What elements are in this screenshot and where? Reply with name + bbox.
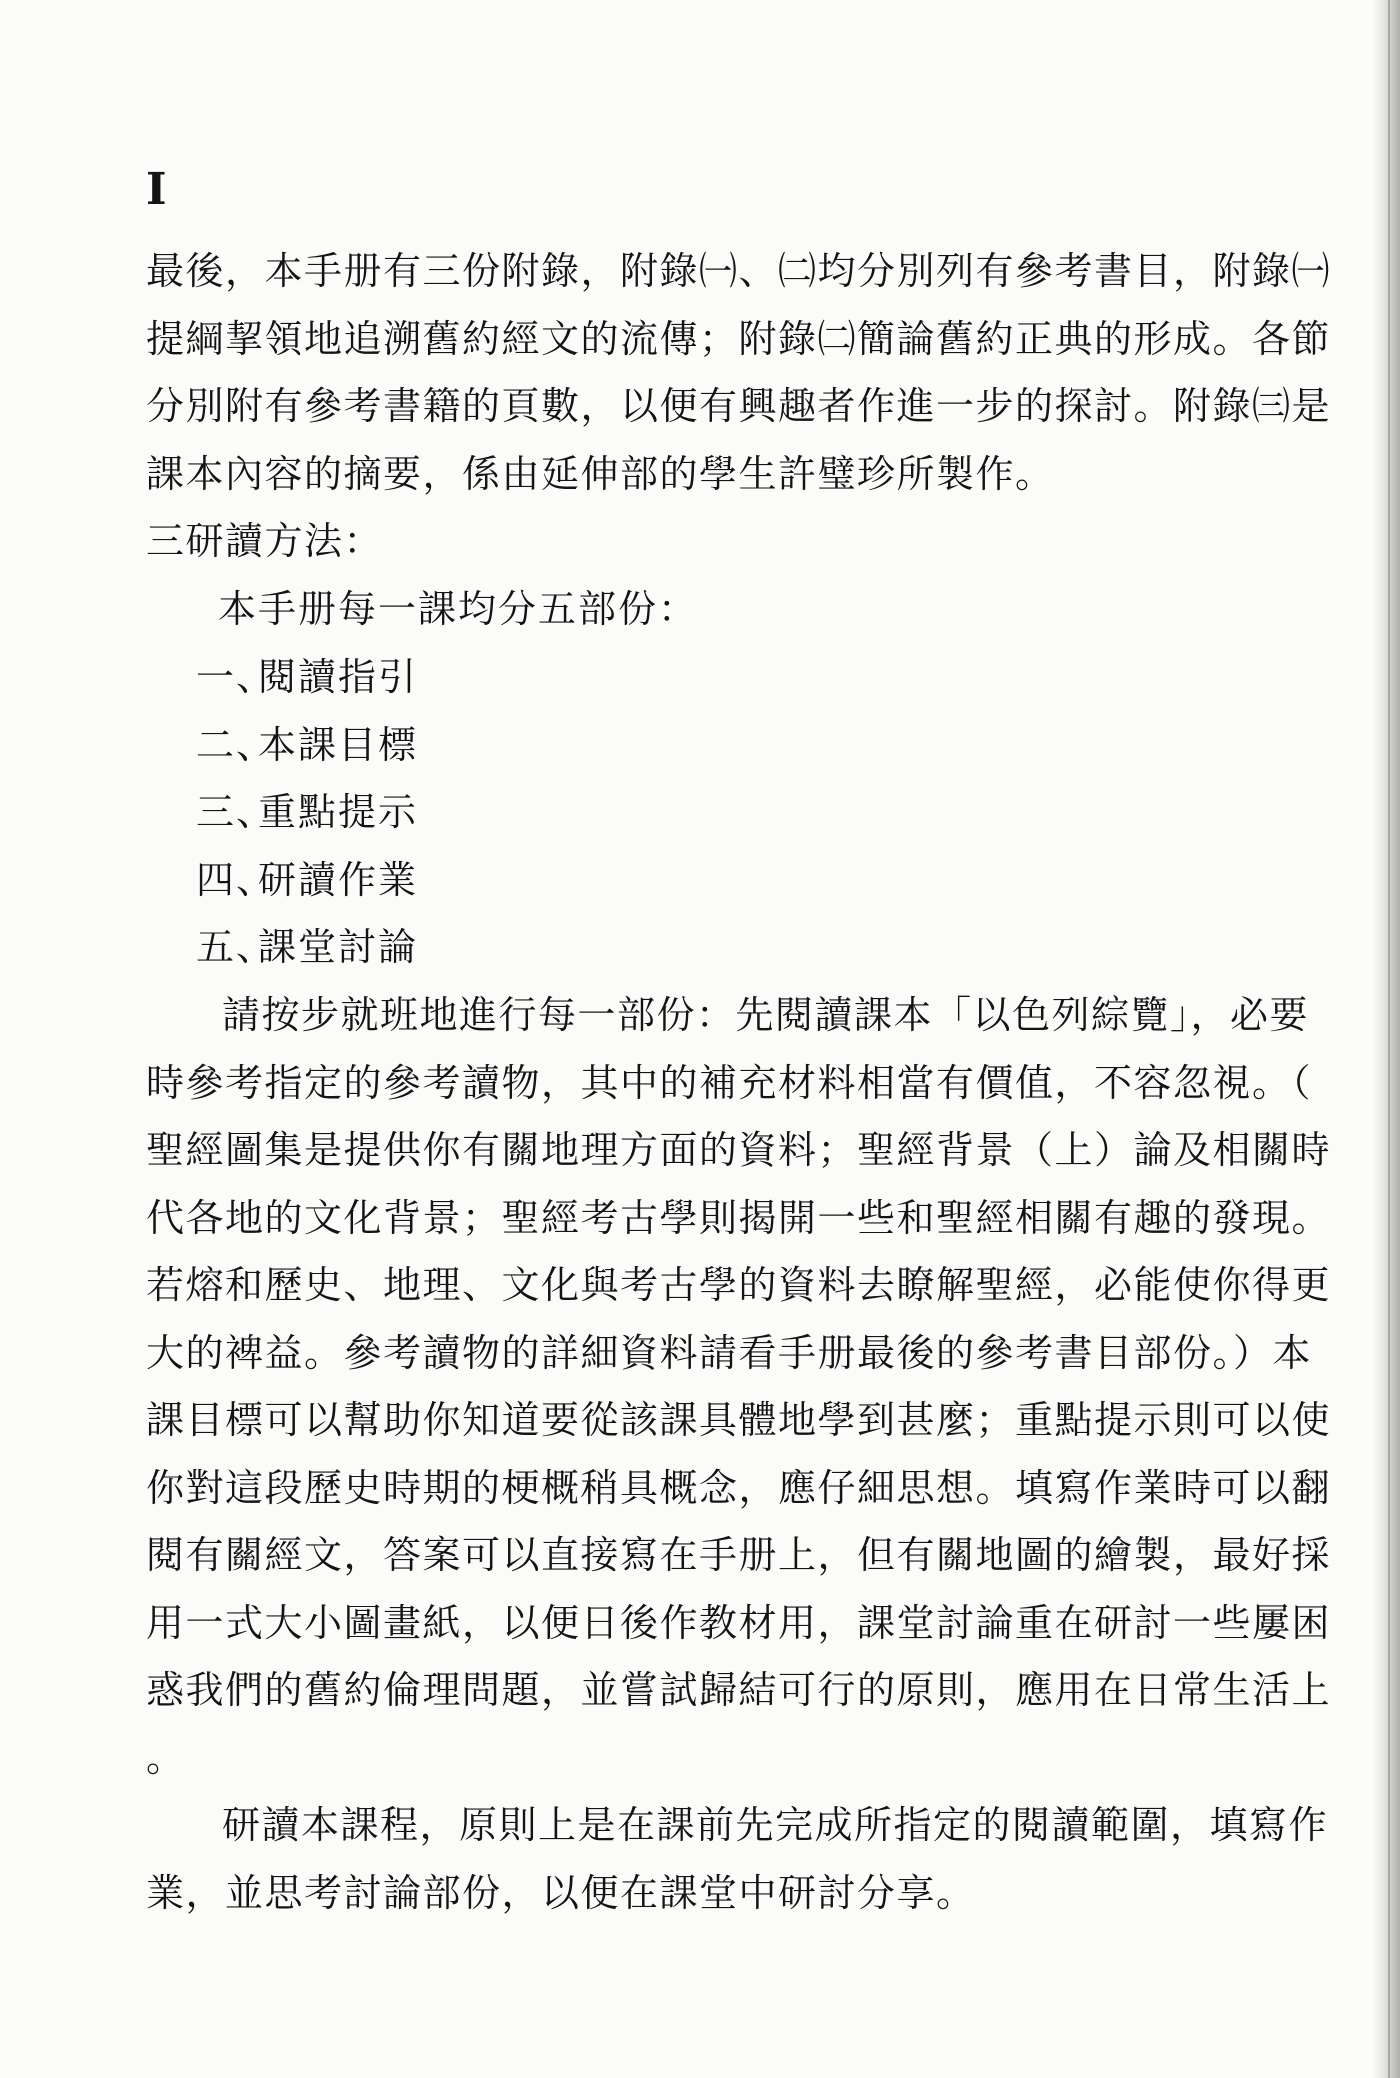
list-item-label: 課堂討論: [258, 925, 419, 969]
paragraph-line: [146, 982, 1310, 1050]
paragraph-line: 閱有關經文，答案可以直接寫在手册上，但有關地圖的繪製，最好採: [146, 1533, 1332, 1577]
paragraph-line: 。: [146, 1735, 186, 1780]
list-item: [196, 914, 418, 982]
paragraph-line-text: 研讀本課程，原則上是在課前先完成所指定的閱讀範圍，填寫作: [222, 1803, 1329, 1847]
list-item: [196, 847, 418, 915]
list-item: [196, 779, 418, 847]
list-item-label: 閱讀指引: [258, 655, 419, 699]
section-intro: 本手册每一課均分五部份：: [218, 587, 699, 631]
list-item-number: 二、: [196, 722, 277, 767]
paragraph-line: 提綱挈領地追溯舊約經文的流傳；附錄㈡簡論舊約正典的形成。各節: [146, 316, 1332, 361]
paragraph-line: 大的裨益。參考讀物的詳細資料請看手册最後的參考書目部份。）本: [146, 1330, 1313, 1375]
paragraph-line: 代各地的文化背景；聖經考古學則揭開一些和聖經相關有趣的發現。: [146, 1195, 1332, 1240]
list-item: [196, 712, 418, 780]
paragraph-line-text: 請按步就班地進行每一部份：先閱讀課本「以色列綜覽」，必要: [222, 993, 1310, 1037]
paragraph-line: 惑我們的舊約倫理問題，並嘗試歸結可行的原則，應用在日常生活上: [146, 1668, 1332, 1712]
list-item-label: 研讀作業: [258, 857, 419, 902]
paragraph-line: 若熔和歷史、地理、文化與考古學的資料去瞭解聖經，必能使你得更: [146, 1263, 1332, 1307]
scan-edge-shadow: [1372, 0, 1400, 2078]
paragraph-line: [146, 1792, 1329, 1860]
list-item: [196, 644, 418, 712]
paragraph-study-steps: [146, 982, 1332, 1792]
paragraph-line: 課本內容的摘要，係由延伸部的學生許璧珍所製作。: [146, 451, 1055, 496]
paragraph-line: 業，並思考討論部份，以便在課堂中研討分享。: [146, 1870, 976, 1915]
list-item-number: 四、: [196, 857, 277, 902]
page-mark: I: [146, 164, 167, 215]
paragraph-line: 你對這段歷史時期的梗概稍具概念，應仔細思想。填寫作業時可以翻: [146, 1465, 1332, 1510]
list-item-label: 本課目標: [258, 722, 419, 767]
paragraph-line: 時參考指定的參考讀物，其中的補充材料相當有價值，不容忽視。（: [146, 1060, 1313, 1105]
paragraph-line: 課目標可以幫助你知道要從該課具體地學到甚麼；重點提示則可以使: [146, 1398, 1332, 1442]
paragraph-line: 用一式大小圖畫紙，以便日後作教材用，課堂討論重在研討一些屢困: [146, 1600, 1332, 1645]
paragraph-course-study: [146, 1792, 1329, 1927]
list-item-number: 三、: [196, 790, 277, 834]
paragraph-line: 最後，本手册有三份附錄，附錄㈠、㈡均分別列有參考書目，附錄㈠: [146, 249, 1332, 293]
lesson-parts-list: [196, 644, 418, 982]
list-item-label: 重點提示: [258, 790, 419, 834]
list-item-number: 五、: [196, 925, 277, 969]
scan-edge-line: [1388, 0, 1390, 2078]
paragraph-line: 聖經圖集是提供你有關地理方面的資料；聖經背景（上）論及相關時: [146, 1128, 1332, 1172]
paragraph-appendices: [146, 238, 1332, 508]
list-item-number: 一、: [196, 655, 277, 699]
section-heading-study-method: 三研讀方法：: [146, 519, 384, 563]
paragraph-line: 分別附有參考書籍的頁數，以便有興趣者作進一步的探討。附錄㈢是: [146, 384, 1332, 428]
